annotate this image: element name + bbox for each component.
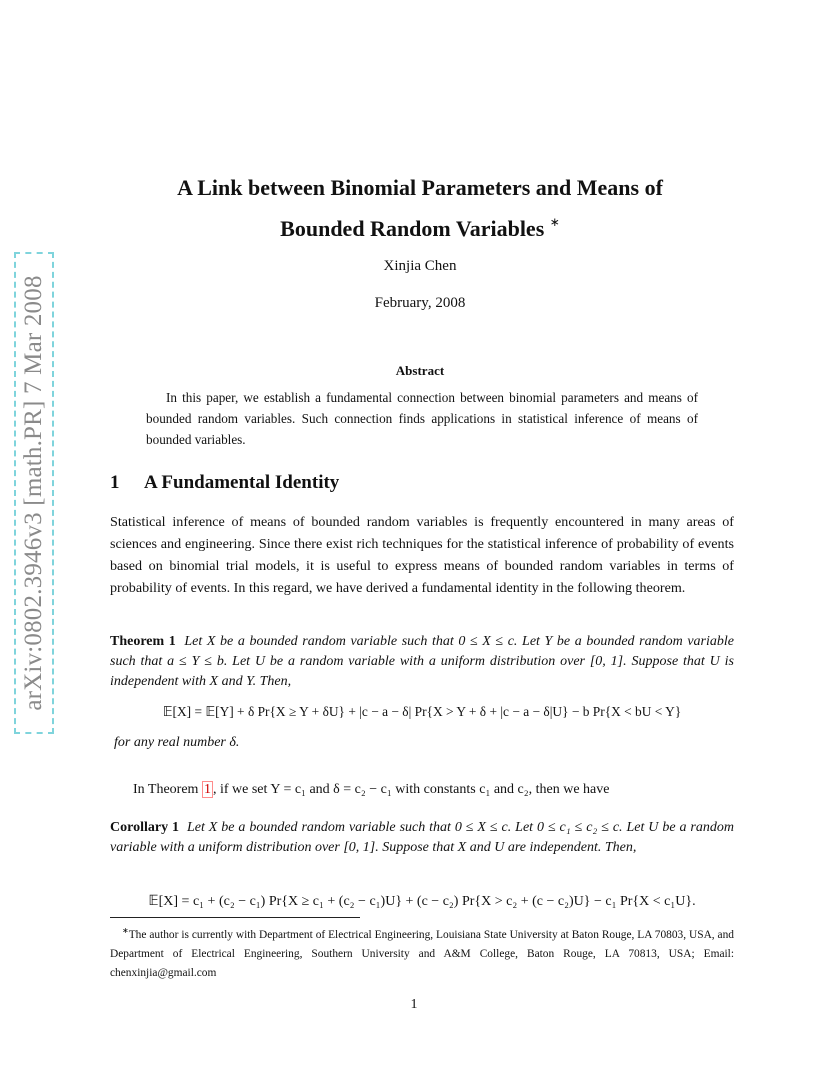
- theorem-equation: 𝔼[X] = 𝔼[Y] + δ Pr{X ≥ Y + δU} + |c − a − δ| Pr{X > Y + δ + |c − a − δ|U} − b Pr{X < bU < Y}: [162, 704, 682, 719]
- footnote: [110, 921, 734, 983]
- theorem-1: [110, 632, 734, 692]
- author: Xinjia Chen: [383, 258, 457, 274]
- footnote-rule: [110, 917, 360, 918]
- title-line-2: [110, 205, 730, 246]
- title-line-1: A Link between Binomial Parameters and Means of: [177, 175, 663, 200]
- date: February, 2008: [374, 295, 466, 311]
- paragraph-1: Statistical inference of means of bounded random variables is frequently encountered in many areas of sciences and engineering. Since there exist rich techniques for the statistical inference of probability of events based on binomial trial models, it is useful to express means of bounded random variables in terms of probability of events. In this regard, we have derived a fundamental identity in the following theorem.: [110, 514, 734, 596]
- title-footnote-mark: ∗: [549, 215, 560, 229]
- theorem-after-text: for any real number δ.: [114, 735, 240, 750]
- page-number: 1: [410, 997, 418, 1012]
- section-heading: [110, 472, 339, 494]
- corollary-text: Let X be a bounded random variable such that 0 ≤ X ≤ c. Let 0 ≤ c₁ ≤ c₂ ≤ c. Let U be a random variable with a uniform distribution over [0, 1]. Suppose that X and U are independent. Then,: [110, 820, 734, 855]
- theorem-ref-link[interactable]: 1: [203, 782, 211, 797]
- footnote-text: The author is currently with Department of Electrical Engineering, Louisiana State University at Baton Rouge, LA 70803, USA, and Department of Electrical Engineering, Southern University and A&M College, Baton Rouge, LA 70813, USA; Email: chenxinjia@gmail.com: [110, 928, 734, 979]
- intro-text-after: , if we set Y = c₁ and δ = c₂ − c₁ with constants c₁ and c₂, then we have: [212, 782, 610, 797]
- theorem-text: Let X be a bounded random variable such that 0 ≤ X ≤ c. Let Y be a bounded random variable such that a ≤ Y ≤ b. Let U be a random variable with a uniform distribution over [0, 1]. Suppose that U is independent with X and Y. Then,: [110, 634, 734, 689]
- paper-title: [110, 170, 730, 246]
- section-number: 1: [110, 472, 120, 493]
- section-title: A Fundamental Identity: [144, 472, 340, 493]
- corollary-equation: 𝔼[X] = c₁ + (c₂ − c₁) Pr{X ≥ c₁ + (c₂ − c₁)U} + (c − c₂) Pr{X > c₂ + (c − c₂)U} − c₁ Pr{X < c₁U}.: [148, 894, 696, 909]
- footnote-mark: ∗: [122, 926, 129, 935]
- arxiv-stamp: [14, 252, 54, 734]
- corollary-label: Corollary 1: [110, 820, 179, 835]
- intro-text-before: In Theorem: [133, 782, 199, 797]
- corollary-intro: [133, 782, 610, 798]
- abstract-heading: Abstract: [395, 363, 445, 378]
- theorem-label: Theorem 1: [110, 634, 176, 649]
- title-line-2-text: Bounded Random Variables: [280, 216, 545, 241]
- arxiv-id: arXiv:0802.3946v3 [math.PR] 7 Mar 2008: [20, 275, 47, 711]
- corollary-1: [110, 818, 734, 858]
- abstract-text: In this paper, we establish a fundamental connection between binomial parameters and means of bounded random variables. Such connection finds applications in statistical inference of means of bounded variables.: [146, 390, 698, 447]
